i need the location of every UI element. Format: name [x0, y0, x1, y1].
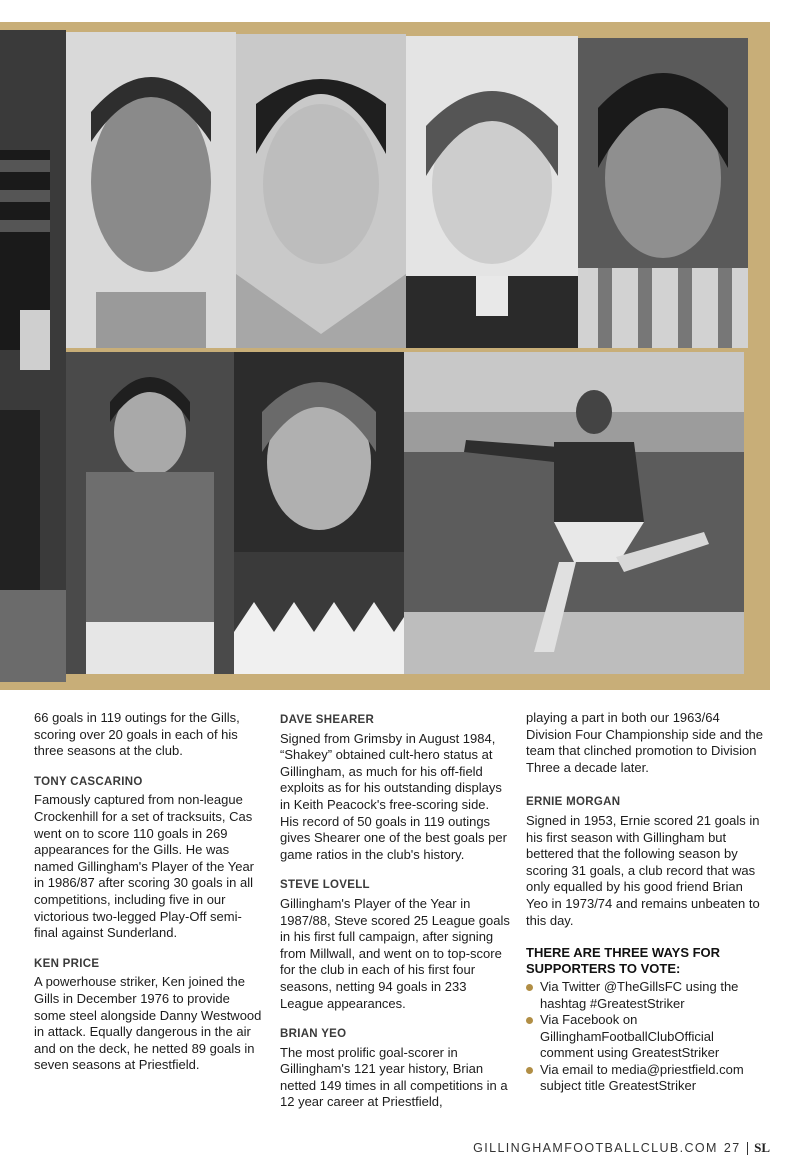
- paragraph-brian-yeo-continued: playing a part in both our 1963/64 Division Four Championship side and the team that clinched promotion to Division Three a decade later.: [526, 710, 764, 775]
- paragraph-ernie-morgan: Signed in 1953, Ernie scored 21 goals in his first season with Gillingham but bettered that the following season by scoring 31 goals, a club record that was only equalled by his good friend Brian Yeo in 1973/74 and remains unbeaten to this day.: [526, 812, 760, 928]
- vote-twitter: Via Twitter @TheGillsFC using the hashtag #GreatestStriker: [540, 979, 739, 1011]
- bullet-icon: [526, 1067, 533, 1074]
- photo-player-5: [66, 352, 234, 674]
- heading-brian-yeo: BRIAN YEO: [280, 1028, 347, 1041]
- paragraph-dave-shearer: Signed from Grimsby in August 1984, “Shakey” obtained cult-hero status at Gillingham, as much for his off-field exploits as for his outstanding displays in Keith Peacock's free-scoring side. His record of 50 goals in 119 outings gives Shearer one of the best goals per game ratios in the club's history.: [280, 730, 507, 862]
- page-footer: [473, 1140, 770, 1156]
- photo-action-shot: [404, 352, 744, 674]
- vote-email: Via email to media@priestfield.com subject title GreatestStriker: [540, 1061, 744, 1094]
- heading-tony-cascarino: TONY CASCARINO: [34, 775, 143, 788]
- paragraph-tony-cascarino: Famously captured from non-league Crockenhill for a set of tracksuits, Cas went on to score 110 goals in 269 appearances for the Gills. He was named Gillingham's Player of the Year in 1986/87 after scoring 30 goals in all competitions, including five in our victorious two-legged Play-Off semi-final against Sunderland.: [34, 792, 254, 941]
- list-item: [526, 1062, 766, 1095]
- photo-player-1: [66, 32, 236, 348]
- photo-player-left-edge: [0, 30, 66, 682]
- photo-collage: [0, 22, 770, 690]
- footer-divider: [747, 1142, 749, 1155]
- photo-player-4: [578, 38, 748, 348]
- vote-list: [526, 979, 766, 1095]
- paragraph-ken-price: A powerhouse striker, Ken joined the Gills in December 1976 to provide some steel alongside Danny Westwood in attack. Equally dangerous in the air and on the deck, he netted 89 goals in seven seasons at Priestfield.: [34, 974, 262, 1073]
- photo-steve-lovell: [234, 352, 404, 674]
- heading-ernie-morgan: ERNIE MORGAN: [526, 796, 621, 809]
- text-column-3: [526, 710, 766, 1095]
- sponsor-logo: SL: [754, 1140, 770, 1155]
- paragraph-steve-lovell: Gillingham's Player of the Year in 1987/88, Steve scored 25 League goals in his first full campaign, after signing from Millwall, and went on to top-score for the club in each of his first four seasons, netting 94 goals in 233 League appearances.: [280, 895, 510, 1011]
- page-number: 27: [723, 1141, 741, 1155]
- footer-site: GILLINGHAMFOOTBALLCLUB.COM: [473, 1141, 718, 1155]
- bullet-icon: [526, 984, 533, 991]
- text-column-1: [34, 710, 262, 1074]
- intro-paragraph: 66 goals in 119 outings for the Gills, scoring over 20 goals in each of his three seasons at the club.: [34, 710, 240, 759]
- photo-player-3: [406, 36, 578, 348]
- heading-steve-lovell: STEVE LOVELL: [280, 879, 370, 892]
- paragraph-brian-yeo: The most prolific goal-scorer in Gillingham's 121 year history, Brian netted 149 times in all competitions in a 12 year career at Priestfield,: [280, 1044, 508, 1110]
- vote-facebook: Via Facebook on GillinghamFootballClubOfficial comment using GreatestStriker: [540, 1012, 720, 1061]
- heading-ken-price: KEN PRICE: [34, 957, 100, 970]
- text-column-2: [280, 710, 510, 1111]
- bullet-icon: [526, 1017, 533, 1024]
- photo-dave-shearer: [236, 34, 406, 348]
- list-item: [526, 979, 766, 1012]
- list-item: [526, 1012, 766, 1062]
- heading-dave-shearer: DAVE SHEARER: [280, 714, 375, 726]
- vote-heading: THERE ARE THREE WAYS FOR SUPPORTERS TO VOTE:: [526, 945, 721, 977]
